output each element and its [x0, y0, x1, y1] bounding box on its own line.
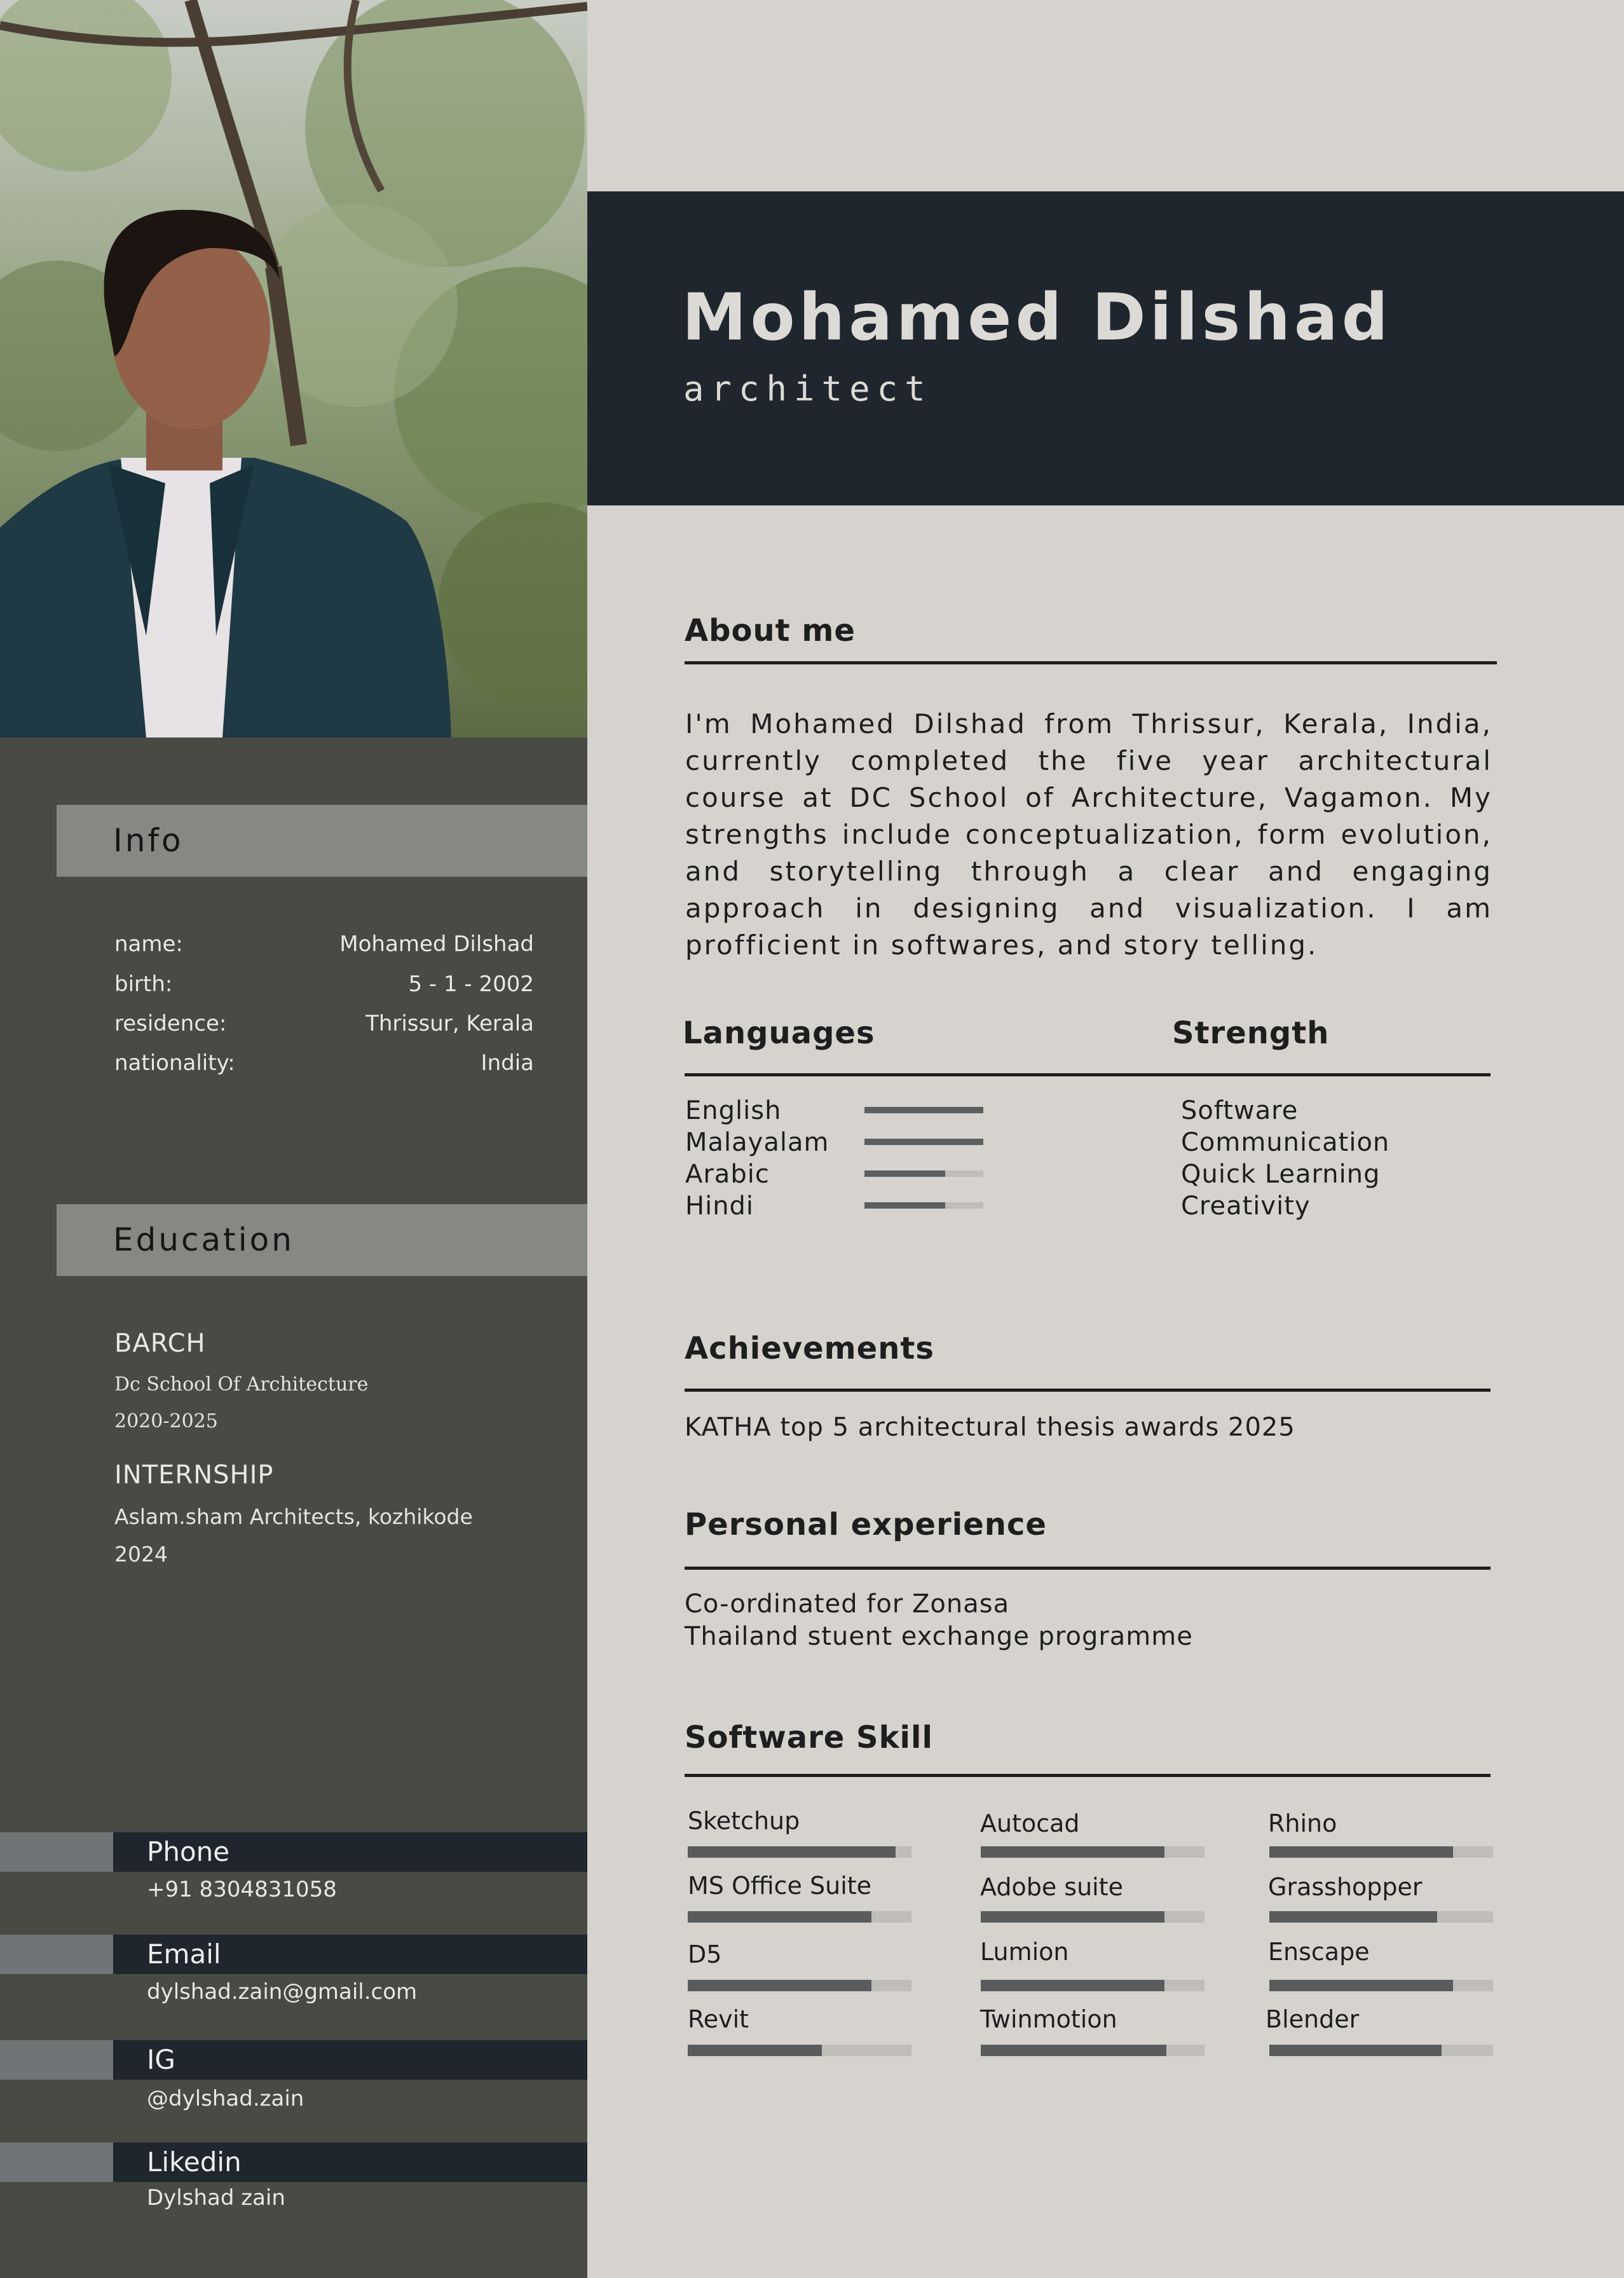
email-label: Email	[147, 1938, 221, 1970]
ig-label: IG	[147, 2044, 175, 2075]
software-level-bar	[981, 2045, 1204, 2056]
strength-heading: Strength	[1172, 1015, 1330, 1051]
experience-heading: Personal experience	[685, 1507, 1047, 1542]
strength-item: Creativity	[1181, 1191, 1311, 1221]
degree-title: BARCH	[114, 1329, 206, 1358]
linkedin-bar	[0, 2143, 587, 2182]
software-rule	[685, 1774, 1491, 1777]
linkedin-label: Likedin	[147, 2146, 242, 2178]
info-row-residence	[114, 1011, 534, 1043]
software-level-bar	[688, 1911, 911, 1923]
internship-year: 2024	[114, 1542, 168, 1567]
languages-rule	[685, 1073, 1491, 1076]
achievements-rule	[685, 1389, 1491, 1392]
software-name: Adobe suite	[980, 1873, 1123, 1901]
internship-title: INTERNSHIP	[114, 1460, 274, 1490]
info-value: Thrissur, Kerala	[365, 1011, 534, 1036]
software-name: Sketchup	[688, 1807, 800, 1835]
software-name: Autocad	[980, 1809, 1080, 1837]
phone-value[interactable]: +91 8304831058	[147, 1877, 337, 1902]
software-level-bar	[1269, 2045, 1493, 2056]
info-key: birth:	[114, 971, 173, 997]
language-name: English	[685, 1096, 782, 1125]
software-level-bar	[688, 1980, 911, 1991]
software-name: Twinmotion	[980, 2005, 1117, 2033]
info-row-name	[114, 931, 534, 963]
strength-item: Software	[1181, 1096, 1299, 1125]
achievements-heading: Achievements	[685, 1331, 934, 1366]
info-row-birth	[114, 971, 534, 1003]
ig-bar	[0, 2040, 587, 2080]
software-level-bar	[981, 1846, 1204, 1858]
info-key: residence:	[114, 1011, 227, 1036]
software-level-bar	[1269, 1911, 1493, 1923]
info-value: Mohamed Dilshad	[339, 931, 534, 957]
info-key: name:	[114, 931, 183, 957]
software-level-bar	[688, 2045, 911, 2056]
info-heading-bar	[57, 805, 587, 877]
info-row-nationality	[114, 1050, 534, 1082]
info-heading: Info	[113, 822, 184, 859]
software-name: Grasshopper	[1268, 1873, 1423, 1901]
profile-role: architect	[683, 369, 932, 409]
education-heading-bar	[57, 1204, 587, 1276]
software-level-bar	[688, 1846, 911, 1858]
language-level-bar	[864, 1202, 983, 1209]
software-level-bar	[981, 1911, 1204, 1923]
language-level-bar	[864, 1139, 983, 1145]
education-heading: Education	[113, 1221, 294, 1258]
experience-line: Co-ordinated for Zonasa	[685, 1589, 1010, 1619]
phone-label: Phone	[147, 1836, 230, 1867]
strength-item: Quick Learning	[1181, 1160, 1381, 1189]
about-heading: About me	[685, 613, 856, 648]
about-text: I'm Mohamed Dilshad from Thrissur, Kerala, India, currently completed the five year architectural course at DC School of Architecture, Vagamon. My strengths include conceptualization, form evolution, and storytelling through a clear and engaging approach in designing and visualization. I am profficient in softwares, and story telling.	[685, 708, 1492, 961]
about-rule	[685, 661, 1497, 664]
software-name: Blender	[1266, 2005, 1360, 2033]
software-name: MS Office Suite	[688, 1872, 872, 1900]
language-name: Arabic	[685, 1160, 770, 1189]
linkedin-value[interactable]: Dylshad zain	[147, 2185, 285, 2211]
software-heading: Software Skill	[685, 1720, 933, 1755]
info-value: India	[481, 1050, 534, 1076]
language-name: Hindi	[685, 1191, 754, 1221]
info-key: nationality:	[114, 1050, 235, 1076]
software-name: Enscape	[1268, 1938, 1370, 1966]
education-years: 2020-2025	[114, 1410, 218, 1432]
software-name: Revit	[688, 2005, 749, 2033]
language-level-bar	[864, 1170, 983, 1177]
software-name: Rhino	[1268, 1809, 1337, 1837]
internship-place: Aslam.sham Architects, kozhikode	[114, 1504, 473, 1529]
info-value: 5 - 1 - 2002	[408, 971, 534, 997]
school-name: Dc School Of Architecture	[114, 1373, 369, 1396]
languages-heading: Languages	[683, 1015, 875, 1051]
ig-value[interactable]: @dylshad.zain	[147, 2086, 304, 2111]
email-value[interactable]: dylshad.zain@gmail.com	[147, 1979, 418, 2005]
language-level-bar	[864, 1107, 983, 1113]
software-name: Lumion	[980, 1938, 1069, 1966]
software-level-bar	[1269, 1846, 1493, 1858]
achievement-item: KATHA top 5 architectural thesis awards 2025	[685, 1413, 1295, 1442]
phone-bar	[0, 1832, 587, 1872]
software-level-bar	[1269, 1980, 1493, 1991]
profile-name: Mohamed Dilshad	[682, 280, 1392, 355]
email-bar	[0, 1935, 587, 1974]
profile-photo	[0, 0, 587, 738]
experience-line: Thailand stuent exchange programme	[685, 1622, 1193, 1651]
experience-rule	[685, 1567, 1491, 1570]
software-level-bar	[981, 1980, 1204, 1991]
software-name: D5	[688, 1940, 722, 1968]
language-name: Malayalam	[685, 1128, 829, 1157]
strength-item: Communication	[1181, 1128, 1390, 1157]
